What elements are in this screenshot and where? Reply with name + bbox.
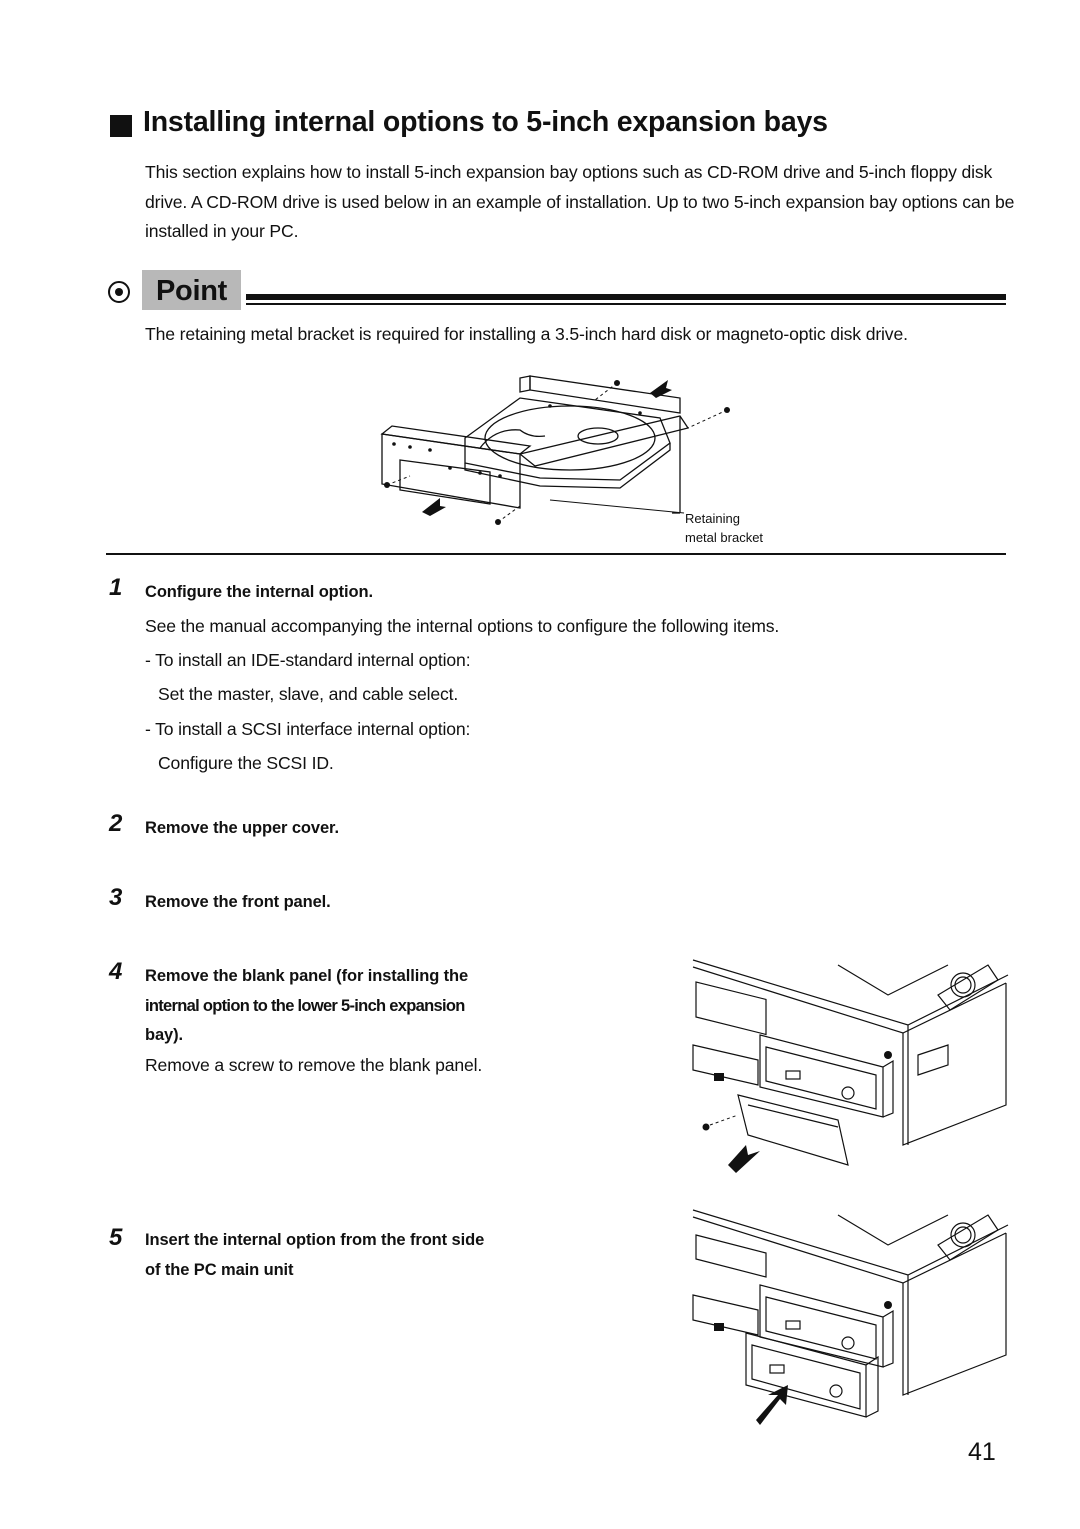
step-4-number: 4 [109,958,123,985]
step-4-title-line2: internal option to the lower 5-inch expansion [145,996,465,1015]
step-3-number: 3 [109,884,123,911]
step-1-body: See the manual accompanying the internal options to configure the following items. [145,616,780,636]
point-divider [106,553,1006,555]
step-4-title [145,962,585,1051]
page-number: 41 [968,1438,996,1466]
step-2-title: Remove the upper cover. [145,819,339,837]
step-1-item-1-detail: Set the master, slave, and cable select. [158,684,459,704]
step-1-item-2-detail: Configure the SCSI ID. [158,753,334,773]
point-label: Point [142,270,241,310]
step-4-title-line1: Remove the blank panel (for installing the [145,967,469,985]
step-1-item-1: - To install an IDE-standard internal option: [145,650,471,670]
insert-cdrom-illustration [688,1205,1010,1430]
step-1-title: Configure the internal option. [145,583,373,601]
step-3-title: Remove the front panel. [145,893,331,911]
step-1-number: 1 [109,574,123,601]
step-5-number: 5 [109,1224,123,1251]
step-1-item-2: - To install a SCSI interface internal option: [145,719,471,739]
section-bullet [110,115,132,137]
point-rule-thin [246,303,1006,305]
bracket-callout-line2: metal bracket [685,530,764,545]
remove-blank-panel-illustration [688,955,1010,1180]
step-5-title-line2: of the PC main unit [145,1260,294,1279]
section-title: Installing internal options to 5-inch expansion bays [143,106,828,138]
step-4-body: Remove a screw to remove the blank panel. [145,1055,483,1075]
step-5-title [145,1226,585,1285]
section-intro: This section explains how to install 5-inch expansion bay options such as CD-ROM drive and 5-inch floppy disk drive. A CD-ROM drive is used below in an example of installation. Up to two 5-inch expansion bay options can be installed in your PC. [145,162,1015,241]
point-text: The retaining metal bracket is required for installing a 3.5-inch hard disk or magneto-optic disk drive. [145,324,908,344]
point-target-icon [108,281,130,303]
bracket-callout-line1: Retaining [685,511,740,526]
point-rule-thick [246,294,1006,300]
bracket-callout-label [685,509,763,547]
step-4-title-line3: bay). [145,1026,184,1044]
step-5-title-line1: Insert the internal option from the front side [145,1231,485,1249]
step-2-number: 2 [109,810,123,837]
